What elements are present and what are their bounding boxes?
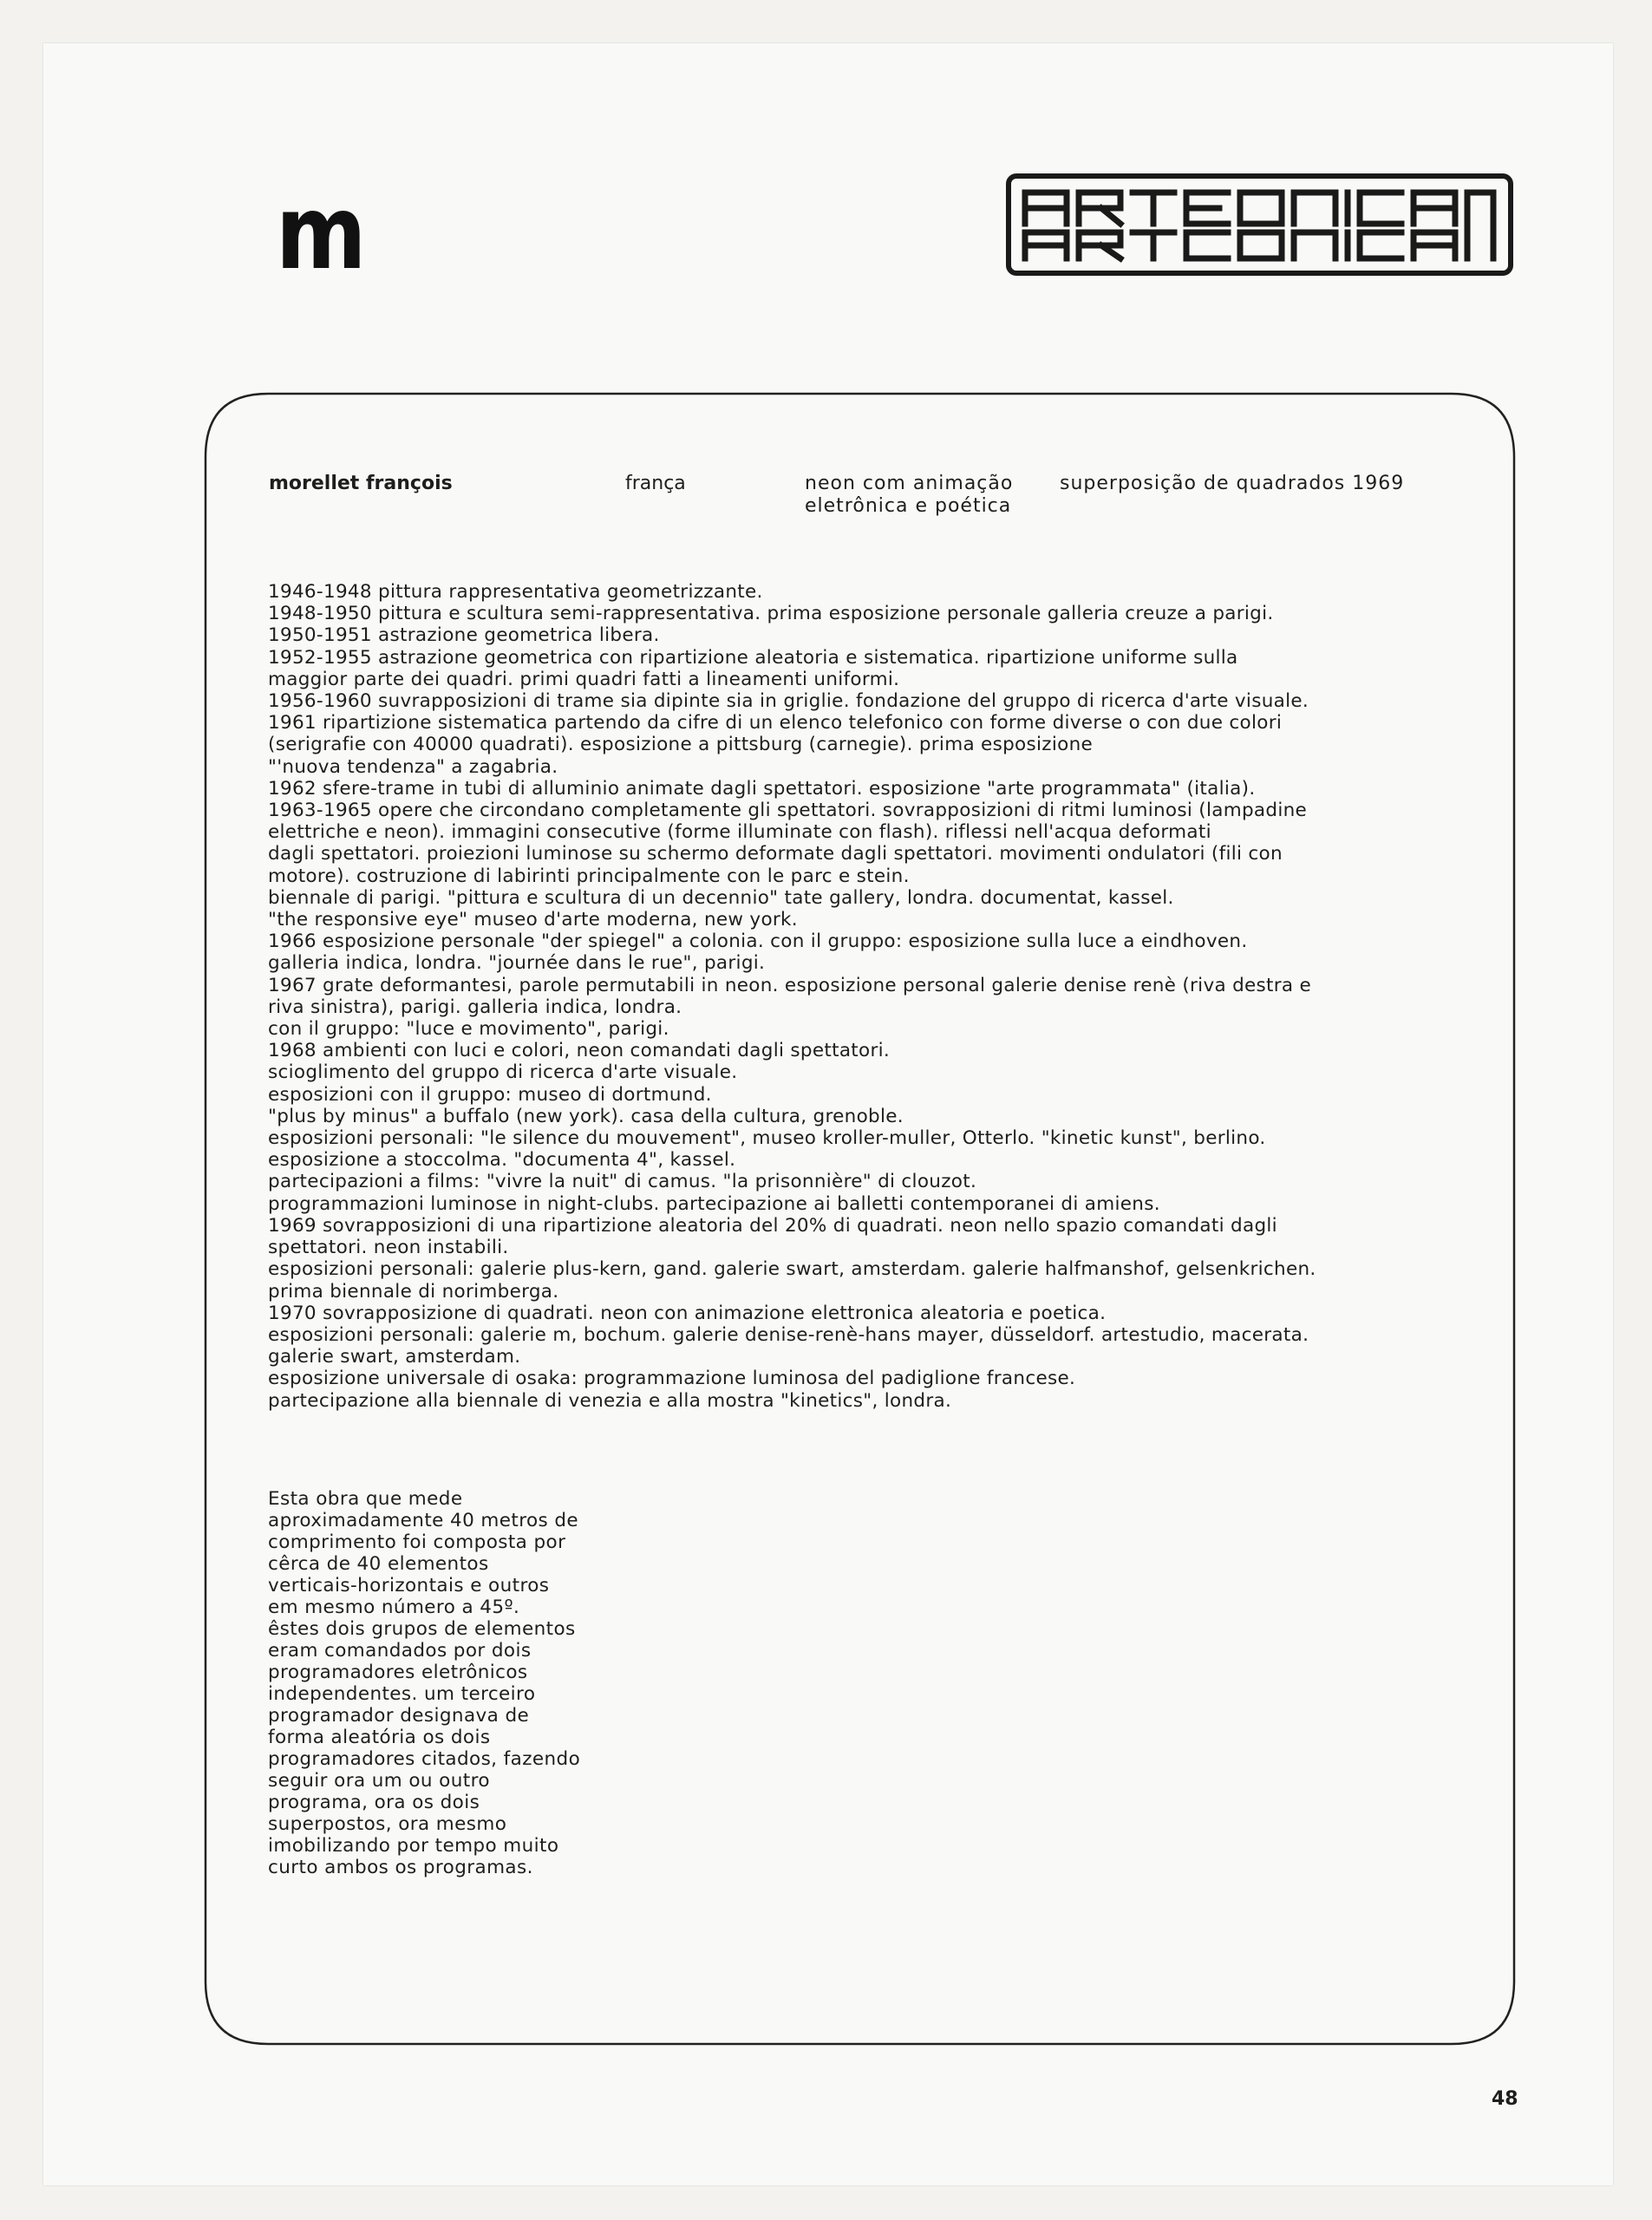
biography-line: dagli spettatori. proiezioni luminose su schermo deformate dagli spettatori. movimenti ondulatori (fili con	[268, 843, 1283, 865]
biography-line: esposizione a stoccolma. "documenta 4", kassel.	[268, 1149, 736, 1172]
biography-line: galerie swart, amsterdam.	[268, 1346, 521, 1368]
biography-line: "plus by minus" a buffalo (new york). casa della cultura, grenoble.	[268, 1105, 904, 1127]
artist-name: morellet françois	[269, 473, 453, 494]
biography-line: 1961 ripartizione sistematica partendo da cifre di un elenco telefonico con forme diverse o con due colori	[268, 712, 1283, 735]
biography-line: esposizione universale di osaka: programmazione luminosa del padiglione francese.	[268, 1368, 1076, 1390]
biography-line: 1950-1951 astrazione geometrica libera.	[268, 624, 660, 647]
biography-line: motore). costruzione di labirinti principalmente con le parc e stein.	[268, 865, 910, 887]
biography-line: 1952-1955 astrazione geometrica con ripartizione aleatoria e sistematica. ripartizione uniforme sulla	[268, 646, 1238, 669]
description-line: programadores citados, fazendo	[268, 1748, 581, 1770]
biography-line: esposizioni personali: galerie plus-kern, gand. galerie swart, amsterdam. galerie halfmanshof, gelsenkrichen.	[268, 1258, 1316, 1281]
biography-line: galleria indica, londra. "journée dans le rue", parigi.	[268, 952, 766, 975]
biography-line: riva sinistra), parigi. galleria indica, londra.	[268, 996, 682, 1018]
description-line: forma aleatória os dois	[268, 1727, 491, 1748]
biography-line: (serigrafie con 40000 quadrati). esposizione a pittsburg (carnegie). prima esposizione	[268, 734, 1094, 756]
description-line: seguir ora um ou outro	[268, 1770, 490, 1792]
biography-line: 1967 grate deformantesi, parole permutabili in neon. esposizione personal galerie denise renè (riva destra e	[268, 974, 1312, 996]
description-line: independentes. um terceiro	[268, 1683, 536, 1705]
biography-line: 1956-1960 suvrapposizioni di trame sia dipinte sia in griglie. fondazione del gruppo di ricerca d'arte visuale.	[268, 690, 1309, 713]
biography-line: spettatori. neon instabili.	[268, 1237, 509, 1259]
biography-line: 1946-1948 pittura rappresentativa geometrizzante.	[268, 581, 763, 603]
description-line: êstes dois grupos de elementos	[268, 1618, 576, 1640]
biography-line: 1966 esposizione personale "der spiegel" a colonia. con il gruppo: esposizione sulla luce a eindhoven.	[268, 930, 1248, 953]
biography-line: esposizioni personali: "le silence du mouvement", museo kroller-muller, Otterlo. "kinetic kunst", berlino.	[268, 1127, 1266, 1150]
biography-line: programmazioni luminose in night-clubs. partecipazione ai balletti contemporanei di amiens.	[268, 1192, 1160, 1215]
description-line: verticais-horizontais e outros	[268, 1575, 550, 1596]
work-medium-line: eletrônica e poética	[805, 495, 1012, 517]
biography-line: 1970 sovrapposizione di quadrati. neon con animazione elettronica aleatoria e poetica.	[268, 1302, 1107, 1324]
arteonica-logo	[1006, 173, 1513, 276]
description-line: imobilizando por tempo muito	[268, 1835, 559, 1857]
biography-line: prima biennale di norimberga.	[268, 1280, 559, 1303]
page-number: 48	[1492, 2088, 1518, 2110]
description-line: curto ambos os programas.	[268, 1857, 533, 1878]
description-line: programador designava de	[268, 1705, 530, 1727]
description-line: programa, ora os dois	[268, 1792, 480, 1813]
description-line: programadores eletrônicos	[268, 1662, 528, 1683]
description-line: comprimento foi composta por	[268, 1531, 566, 1553]
work-medium-line: neon com animação	[805, 473, 1014, 494]
description-line: eram comandados por dois	[268, 1640, 532, 1662]
work-description	[268, 1488, 632, 1878]
biography-line: biennale di parigi. "pittura e scultura di un decennio" tate gallery, londra. documentat, kassel.	[268, 886, 1174, 909]
biography-line: scioglimento del gruppo di ricerca d'arte visuale.	[268, 1061, 738, 1084]
biography-line: 1963-1965 opere che circondano completamente gli spettatori. sovrapposizioni di ritmi luminosi (lampadine	[268, 800, 1308, 822]
biography-line: "the responsive eye" museo d'arte moderna, new york.	[268, 909, 798, 931]
description-line: Esta obra que mede	[268, 1488, 463, 1510]
work-medium	[805, 473, 1030, 518]
biography-line: con il gruppo: "luce e movimento", parigi.	[268, 1018, 669, 1041]
work-title: superposição de quadrados 1969	[1060, 473, 1405, 494]
biography-line: 1962 sfere-trame in tubi di alluminio animate dagli spettatori. esposizione "arte programmata" (italia).	[268, 777, 1256, 800]
biography-line: partecipazioni a films: "vivre la nuit" di camus. "la prisonnière" di clouzot.	[268, 1171, 977, 1193]
biography-line: esposizioni con il gruppo: museo di dortmund.	[268, 1083, 712, 1106]
description-line: cêrca de 40 elementos	[268, 1553, 489, 1575]
biography-line: 1948-1950 pittura e scultura semi-rappresentativa. prima esposizione personale galleria creuze a parigi.	[268, 603, 1274, 625]
description-line: superpostos, ora mesmo	[268, 1813, 507, 1835]
artist-country: frança	[625, 473, 686, 494]
biography-line: esposizioni personali: galerie m, bochum. galerie denise-renè-hans mayer, düsseldorf. artestudio, macerata.	[268, 1323, 1309, 1346]
biography	[268, 581, 1465, 1412]
description-line: em mesmo número a 45º.	[268, 1596, 520, 1618]
biography-line: maggior parte dei quadri. primi quadri fatti a lineamenti uniformi.	[268, 668, 900, 690]
biography-line: "'nuova tendenza" a zagabria.	[268, 755, 558, 778]
biography-line: partecipazione alla biennale di venezia e alla mostra "kinetics", londra.	[268, 1389, 952, 1412]
description-line: aproximadamente 40 metros de	[268, 1510, 579, 1531]
m-logo: m	[276, 173, 362, 292]
biography-line: 1968 ambienti con luci e colori, neon comandati dagli spettatori.	[268, 1040, 891, 1062]
biography-line: elettriche e neon). immagini consecutive (forme illuminate con flash). riflessi nell'acqua deformati	[268, 821, 1211, 844]
biography-line: 1969 sovrapposizioni di una ripartizione aleatoria del 20% di quadrati. neon nello spazio comandati dagli	[268, 1214, 1277, 1237]
